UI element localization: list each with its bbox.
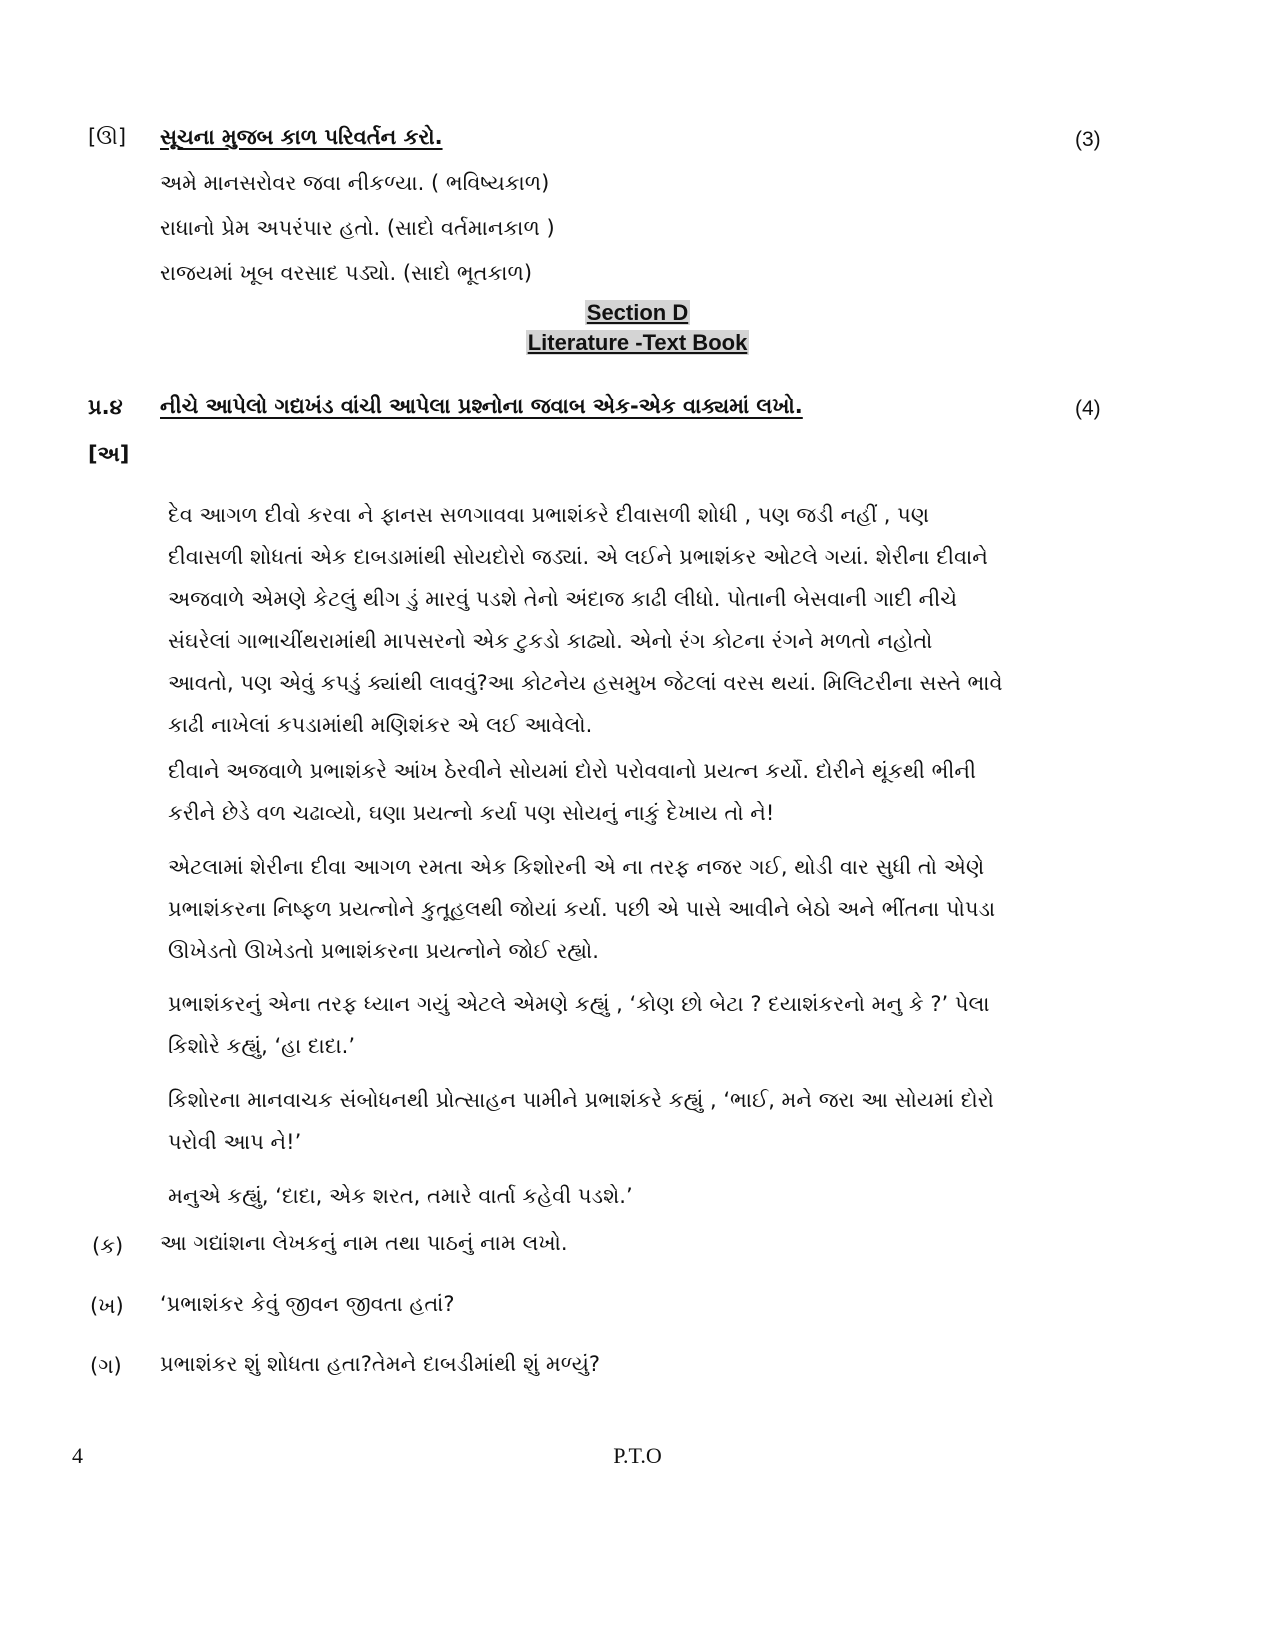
- passage-paragraph: [168, 1079, 1128, 1163]
- page-number: 4: [72, 1443, 83, 1468]
- passage-line: આવતો, પણ એવું કપડું ક્યાંથી લાવવું?આ કોટનેય હસમુખ જેટલાં વરસ થયાં. મિલિટરીના સસ્તે ભાવે: [168, 671, 1003, 695]
- passage-line: કિશોરે કહ્યું, ‘હા દાદા.’: [168, 1034, 356, 1058]
- passage-line: અજવાળે એમણે કેટલું થીગ ડું મારવું પડશે તેનો અંદાજ કાઢી લીધો. પોતાની બેસવાની ગાદી નીચે: [168, 587, 958, 611]
- section-subtitle: Literature -Text Book: [527, 330, 748, 355]
- pto-label: P.T.O: [613, 1443, 662, 1468]
- sub-question-text: ‘પ્રભાશંકર કેવું જીવન જીવતા હતાં?: [160, 1292, 455, 1316]
- passage-line: કાઢી નાખેલાં કપડામાંથી મણિશંકર એ લઈ આવેલો.: [168, 713, 593, 737]
- sub-question-label: (ક): [92, 1234, 124, 1258]
- passage-line: દીવાસળી શોધતાં એક દાબડામાંથી સોયદોરો જડ્યાં. એ લઈને પ્રભાશંકર ઓટલે ગયાં. શેરીના દીવાને: [168, 545, 988, 569]
- passage-paragraph: [168, 750, 1128, 834]
- exercise-item: રાજયમાં ખૂબ વરસાદ પડ્યો. (સાદો ભૂતકાળ): [160, 261, 533, 285]
- sub-question-label: [અ]: [88, 442, 130, 466]
- passage-paragraph: [168, 846, 1128, 972]
- passage-line: દેવ આગળ દીવો કરવા ને ફાનસ સળગાવવા પ્રભાશંકરે દીવાસળી શોધી , પણ જડી નહીં , પણ: [168, 503, 930, 527]
- question-marks: (3): [1075, 128, 1101, 151]
- sub-question-label: (ગ): [90, 1354, 122, 1378]
- section-title-wrap: [0, 300, 1275, 326]
- sub-question-text: આ ગદ્યાંશના લેખકનું નામ તથા પાઠનું નામ લખો.: [160, 1231, 568, 1255]
- passage-paragraph: [168, 983, 1128, 1067]
- passage-line: પ્રભાશંકરના નિષ્ફળ પ્રયત્નોને કુતૂહલથી જોયાં કર્યા. પછી એ પાસે આવીને બેઠો અને ભીંતના પોપડા: [168, 897, 996, 921]
- question-instruction: નીચે આપેલો ગદ્યખંડ વાંચી આપેલા પ્રશ્નોના જવાબ એક-એક વાક્યમાં લખો.: [160, 394, 803, 418]
- sub-question-text: પ્રભાશંકર શું શોધતા હતા?તેમને દાબડીમાંથી શું મળ્યું?: [160, 1352, 601, 1376]
- passage-line: પરોવી આપ ને!’: [168, 1130, 302, 1154]
- sub-question-label: (ખ): [90, 1294, 124, 1318]
- passage-paragraph: [168, 494, 1128, 746]
- question-label: [ઊ]: [88, 125, 127, 149]
- passage-line: એટલામાં શેરીના દીવા આગળ રમતા એક કિશોરની એ ના તરફ નજર ગઈ, થોડી વાર સુધી તો એણે: [168, 855, 985, 879]
- passage-line: ઊખેડતો ઊખેડતો પ્રભાશંકરના પ્રયત્નોને જોઈ રહ્યો.: [168, 939, 599, 963]
- exercise-item: અમે માનસરોવર જવા નીકળ્યા. ( ભવિષ્યકાળ): [160, 171, 550, 195]
- passage-line: મનુએ કહ્યું, ‘દાદા, એક શરત, તમારે વાર્તા કહેવી પડશે.’: [168, 1184, 633, 1208]
- question-instruction: સૂચના મુજબ કાળ પરિવર્તન કરો.: [160, 125, 443, 149]
- exercise-item: રાધાનો પ્રેમ અપરંપાર હતો. (સાદો વર્તમાનકાળ ): [160, 216, 555, 240]
- passage-line: પ્રભાશંકરનું એના તરફ ધ્યાન ગયું એટલે એમણે કહ્યું , ‘કોણ છો બેટા ? દયાશંકરનો મનુ કે ?’ પેલા: [168, 992, 990, 1016]
- question-label: પ્ર.૪: [88, 395, 123, 419]
- passage-paragraph: [168, 1175, 1128, 1217]
- passage-line: સંઘરેલાં ગાભાચીંથરામાંથી માપસરનો એક ટુકડો કાઢ્યો. એનો રંગ કોટના રંગને મળતો નહોતો: [168, 629, 933, 653]
- section-title: Section D: [586, 300, 689, 325]
- section-subtitle-wrap: [0, 330, 1275, 356]
- passage-line: કિશોરના માનવાચક સંબોધનથી પ્રોત્સાહન પામીને પ્રભાશંકરે કહ્યું , ‘ભાઈ, મને જરા આ સોયમાં દોરો: [168, 1088, 994, 1112]
- passage-line: કરીને છેડે વળ ચઢાવ્યો, ઘણા પ્રયત્નો કર્યા પણ સોયનું નાકું દેખાય તો ને!: [168, 801, 775, 825]
- passage-line: દીવાને અજવાળે પ્રભાશંકરે આંખ ઠેરવીને સોયમાં દોરો પરોવવાનો પ્રયત્ન કર્યો. દોરીને થૂંકથી ભીની: [168, 759, 977, 783]
- question-marks: (4): [1075, 397, 1101, 420]
